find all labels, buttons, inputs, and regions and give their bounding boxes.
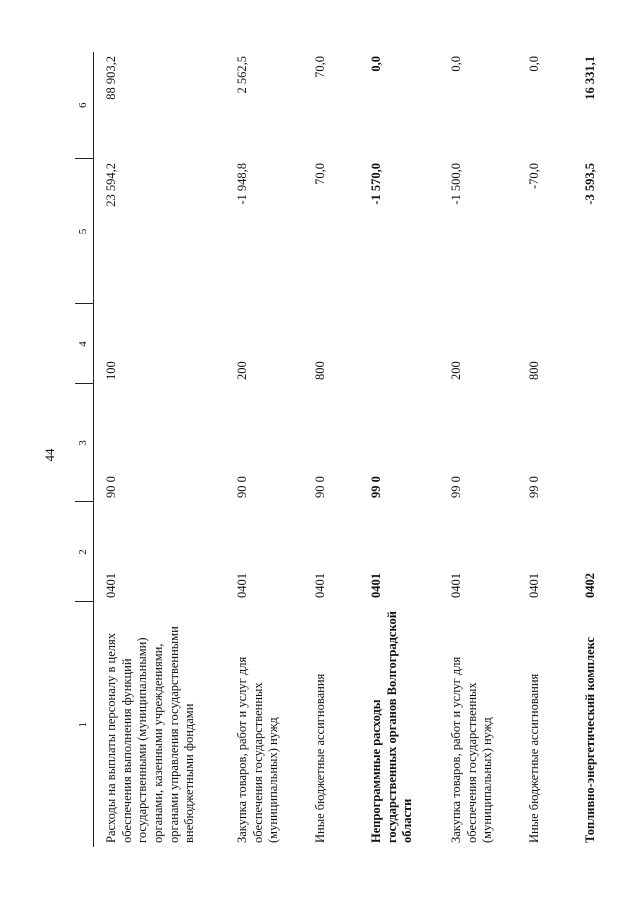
- header-col-4: 4: [75, 304, 94, 384]
- row-name: Закупка товаров, работ и услуг для обеспечения государственных (муниципальных) нужд: [449, 656, 495, 843]
- table-row: [225, 52, 303, 847]
- row-name: Непрограммные расходы государственных органов Волгоградской области: [369, 611, 415, 843]
- row-expense-type: 100: [104, 361, 118, 380]
- row-section: 0402: [583, 573, 597, 598]
- row-program: 90 0: [235, 476, 249, 498]
- row-total: 88 903,2: [104, 56, 118, 100]
- row-change: 70,0: [313, 163, 327, 185]
- table-row: [94, 52, 226, 847]
- budget-table: [75, 52, 617, 847]
- row-total: 70,0: [313, 56, 327, 78]
- row-total: 0,0: [449, 56, 463, 72]
- row-change: -1 948,8: [235, 163, 249, 205]
- row-total: 16 331,1: [583, 56, 597, 100]
- row-change: -1 500,0: [449, 163, 463, 205]
- row-total: 0,0: [527, 56, 541, 72]
- row-change: -70,0: [527, 163, 541, 190]
- table-row: [573, 52, 617, 847]
- table-row: [517, 52, 573, 847]
- table-row: [439, 52, 517, 847]
- header-col-5: 5: [75, 159, 94, 304]
- page-number: 44: [42, 448, 57, 462]
- budget-table-rotated: [75, 52, 640, 847]
- row-expense-type: 800: [527, 361, 541, 380]
- row-program: 90 0: [104, 476, 118, 498]
- row-program: [573, 384, 617, 502]
- table-header-row: [75, 52, 94, 847]
- row-section: 0401: [369, 573, 383, 598]
- row-expense-type: 200: [235, 361, 249, 380]
- row-change: 23 594,2: [104, 163, 118, 207]
- row-program: 90 0: [313, 476, 327, 498]
- row-expense-type: 800: [313, 361, 327, 380]
- header-col-3: 3: [75, 384, 94, 502]
- row-name: Иные бюджетные ассигнования: [313, 673, 327, 843]
- row-program: 99 0: [527, 476, 541, 498]
- row-program: 99 0: [369, 476, 383, 498]
- row-section: 0401: [449, 573, 463, 598]
- row-name: Расходы на выплаты персоналу в целях обеспечения выполнения функций государственными (муниципальными) органами, казенными учреждениями, органами управления государственными внебюджетными фондами: [104, 626, 197, 843]
- header-col-2: 2: [75, 502, 94, 602]
- row-change: -3 593,5: [583, 163, 597, 205]
- row-section: 0401: [527, 573, 541, 598]
- row-expense-type: [359, 304, 439, 384]
- row-total: 2 562,5: [235, 56, 249, 94]
- row-section: 0401: [104, 573, 118, 598]
- header-col-6: 6: [75, 52, 94, 159]
- row-expense-type: 200: [449, 361, 463, 380]
- row-section: 0401: [313, 573, 327, 598]
- row-section: 0401: [235, 573, 249, 598]
- row-expense-type: [573, 304, 617, 384]
- table-row: [359, 52, 439, 847]
- row-name: Топливно-энергетический комплекс: [583, 636, 597, 843]
- row-name: Иные бюджетные ассигнования: [527, 673, 541, 843]
- row-change: -1 570,0: [369, 163, 383, 205]
- row-program: 99 0: [449, 476, 463, 498]
- row-name: Закупка товаров, работ и услуг для обеспечения государственных (муниципальных) нужд: [235, 656, 281, 843]
- row-total: 0,0: [369, 56, 383, 72]
- header-col-1: 1: [75, 602, 94, 847]
- table-row: [303, 52, 359, 847]
